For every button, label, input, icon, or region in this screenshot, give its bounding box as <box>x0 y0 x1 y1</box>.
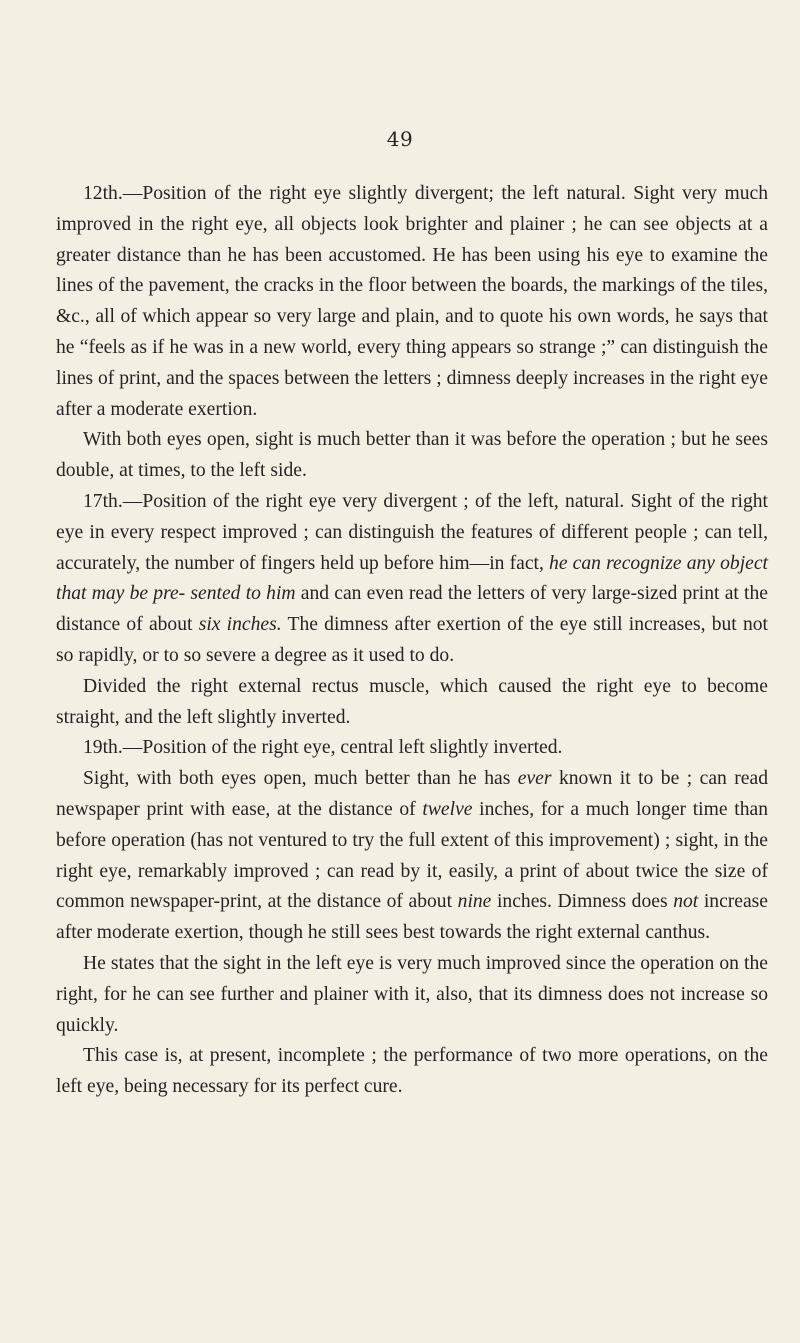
text-segment: 12th.—Position of the right eye slightly divergent; the left natural. Sight very much improved in the right eye, all objects look brighter and plainer ; he can see objects at a greater distance than he has been accustomed. He has been using his eye to examine the lines of the pavement, the cracks in the floor between the boards, the markings of the tiles, &c., all of which appear so very large and plain, and to quote his own words, he says that he “feels as if he was in a new world, every thing appears so strange ;” can distinguish the lines of print, and the spaces between the letters ; dimness deeply increases in the right eye after a moderate exertion. <box>56 183 768 420</box>
text-segment: and can even read the letters of very large-sized print at the distance of about <box>56 583 768 636</box>
paragraph-sight-both-eyes <box>56 764 768 949</box>
italic-segment: six inches. <box>198 614 282 636</box>
text-segment: 17th.—Position of the right eye very divergent ; of the left, natural. Sight of the right eye in every respect improved ; can distinguish the features of different people ; can tell, accurately, the number of fingers held up before him—in fact, <box>56 490 768 574</box>
paragraph-19th <box>56 733 768 764</box>
text-segment: With both eyes open, sight is much better than it was before the operation ; but he sees double, at times, to the left side. <box>56 429 768 482</box>
text-segment: known it to be ; can read newspaper print with ease, at the distance of <box>56 768 768 820</box>
paragraph-incomplete <box>56 1041 768 1103</box>
text-segment: inches, for a much longer time than before operation (has not ventured to try the full extent of this improvement) ; sight, in the right eye, remarkably improved ; can read by it, easily, a print of about twice the size of common newspaper-print, at the distance of about <box>56 798 768 913</box>
italic-segment: not <box>673 891 699 913</box>
paragraph-17th <box>56 487 768 672</box>
text-segment: This case is, at present, incomplete ; the performance of two more operations, on the left eye, being necessary for its perfect cure. <box>56 1045 768 1098</box>
italic-segment: ever <box>517 768 552 790</box>
text-segment: inches. Dimness does <box>491 891 674 913</box>
body-text <box>56 179 768 1103</box>
text-segment: Sight, with both eyes open, much better than he has <box>83 768 518 790</box>
paragraph-12th <box>56 179 768 425</box>
paragraph-left-eye <box>56 949 768 1041</box>
page-number: 49 <box>386 127 414 151</box>
text-segment: 19th.—Position of the right eye, central left slightly inverted. <box>83 737 563 759</box>
text-segment: The dimness after exertion of the eye still increases, but not so rapidly, or to so severe a degree as it used to do. <box>56 614 768 666</box>
paragraph-divided-muscle <box>56 672 768 734</box>
text-segment: He states that the sight in the left eye is very much improved since the operation on the right, for he can see further and plainer with it, also, that its dimness does not increase so quickly. <box>56 952 768 1036</box>
italic-segment: nine <box>457 891 492 913</box>
text-segment: Divided the right external rectus muscle, which caused the right eye to become straight, and the left slightly inverted. <box>56 675 768 728</box>
paragraph-both-eyes <box>56 425 768 487</box>
text-segment: increase after moderate exertion, though he still sees best towards the right external canthus. <box>56 891 769 944</box>
italic-segment: he can recognize any object that may be pre- sented to him <box>56 552 769 605</box>
italic-segment: twelve <box>422 798 473 820</box>
